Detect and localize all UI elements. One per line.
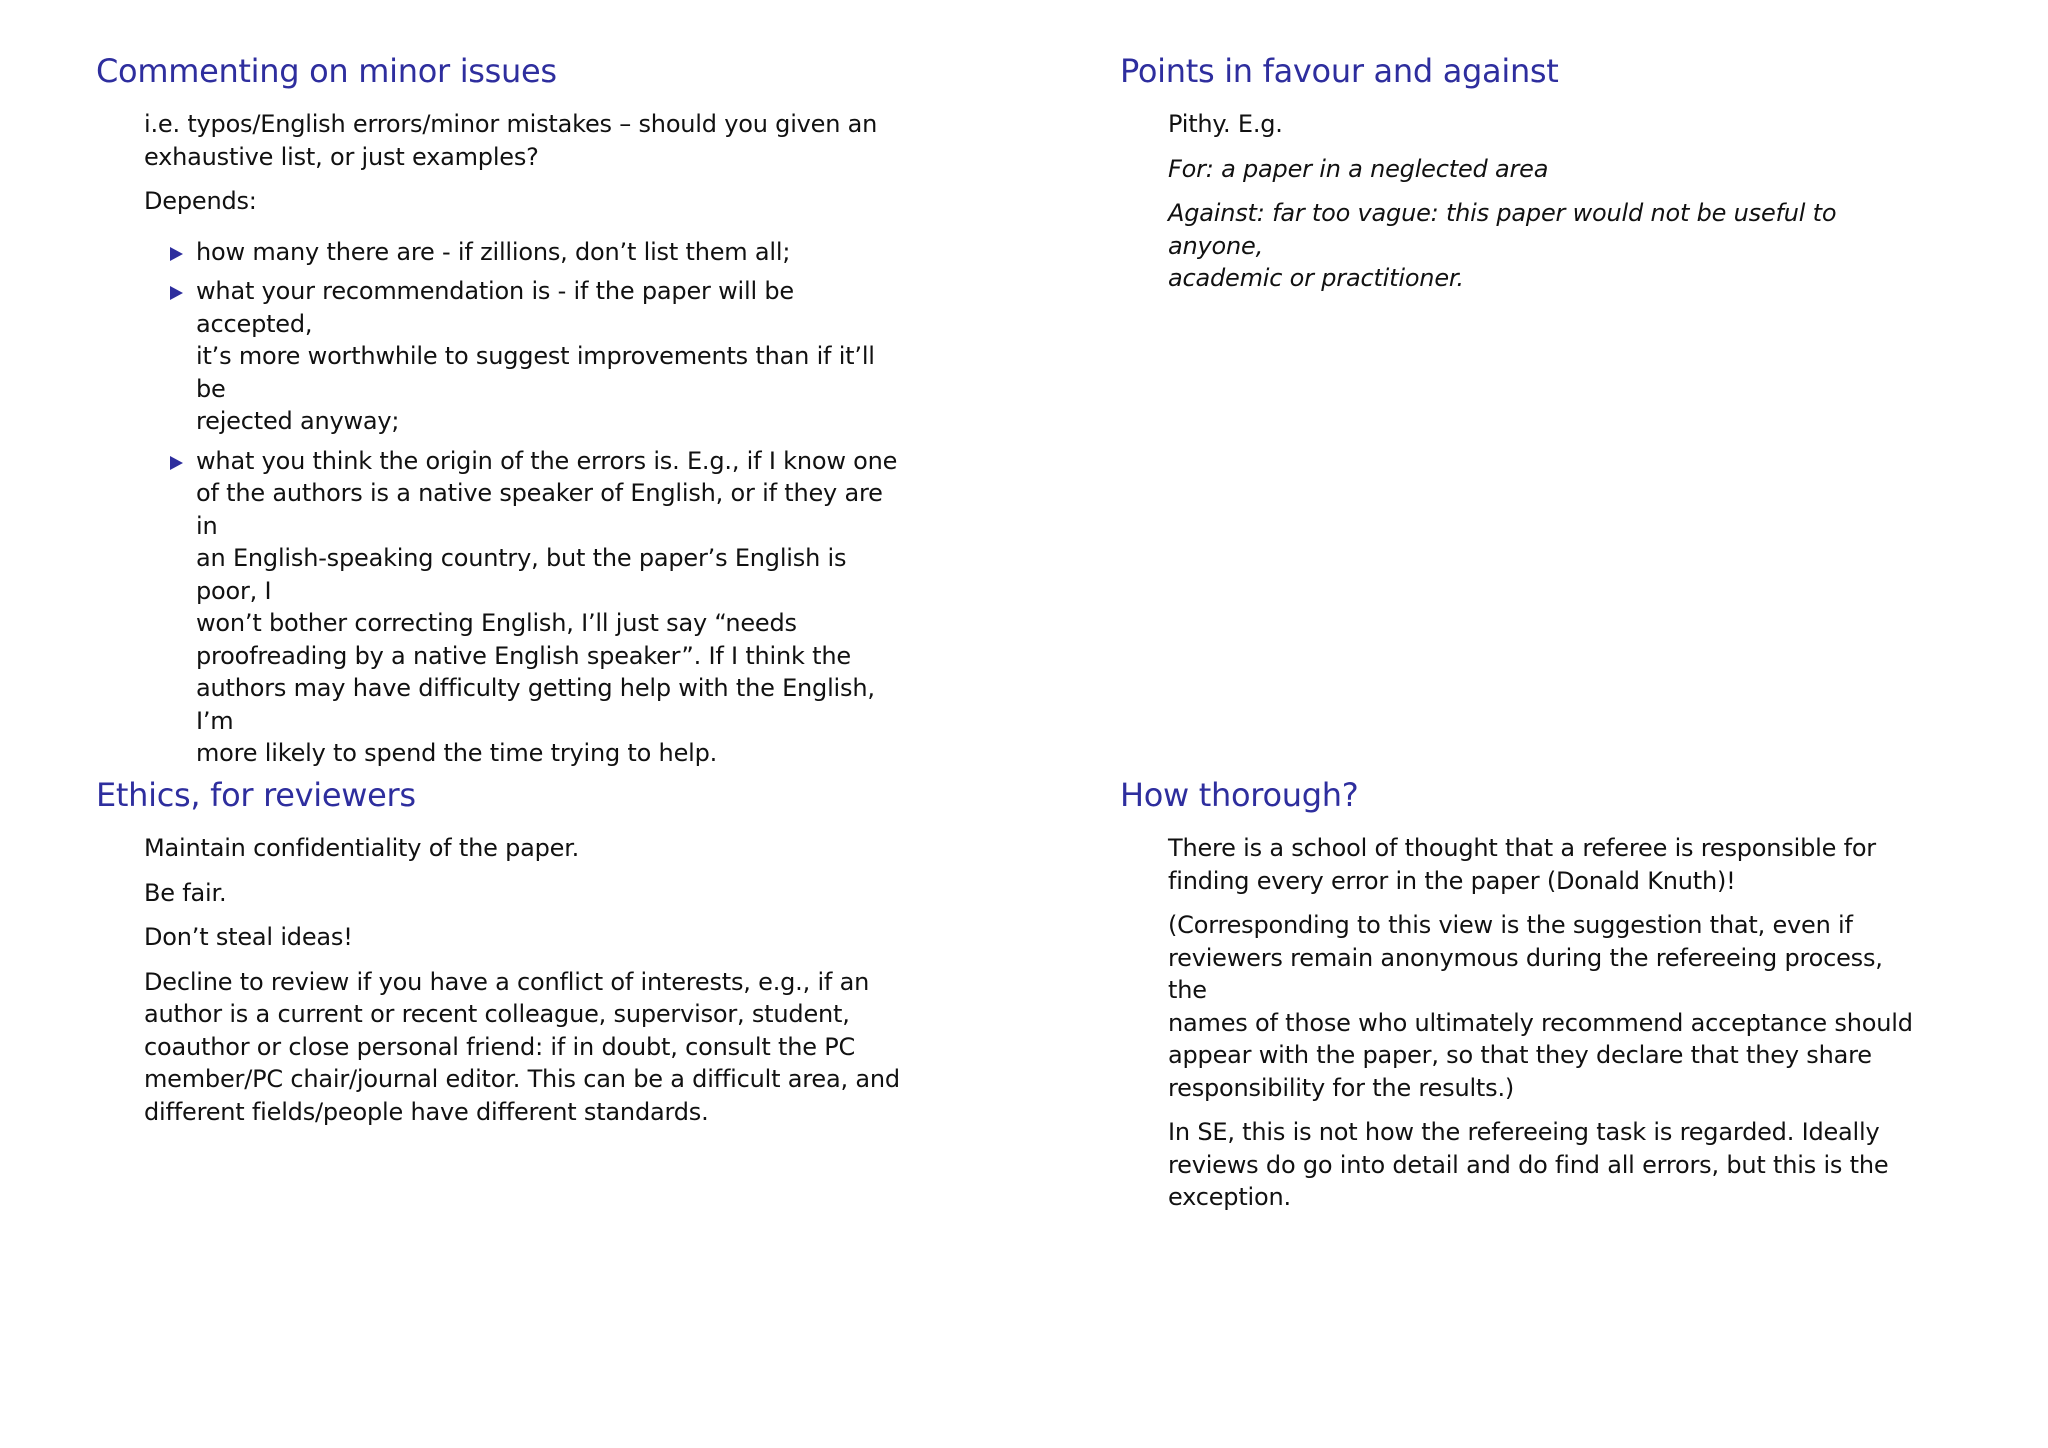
triangle-bullet-icon xyxy=(170,247,183,261)
slide-title: Points in favour and against xyxy=(1120,52,1559,90)
slide-body xyxy=(144,108,904,777)
text-line: responsibility for the results.) xyxy=(1168,1073,1515,1102)
body-paragraph xyxy=(1168,832,1928,897)
bullet-item xyxy=(196,236,904,269)
text-line: what you think the origin of the errors is. E.g., if I know one xyxy=(196,446,898,475)
body-paragraph xyxy=(144,966,904,1129)
body-paragraph xyxy=(1168,1116,1928,1214)
text-line: of the authors is a native speaker of English, or if they are in xyxy=(196,479,883,540)
text-line: won’t bother correcting English, I’ll just say “needs xyxy=(196,609,797,637)
text-line: author is a current or recent colleague, supervisor, student, xyxy=(144,1000,850,1028)
text-line: appear with the paper, so that they declare that they share xyxy=(1168,1041,1872,1069)
text-line: proofreading by a native English speaker”. If I think the xyxy=(196,641,851,670)
body-paragraph xyxy=(1168,909,1928,1104)
body-paragraph xyxy=(144,921,904,954)
slide-points-favour-against xyxy=(1024,0,2048,724)
text-line: an English-speaking country, but the paper’s English is poor, I xyxy=(196,544,847,605)
text-line: In SE, this is not how the refereeing task is regarded. Ideally xyxy=(1168,1118,1880,1146)
for-paragraph: For: a paper in a neglected area xyxy=(1168,154,1549,183)
text-line: reviews do go into detail and do find all errors, but this is the xyxy=(1168,1150,1889,1179)
intro-paragraph: Pithy. E.g. xyxy=(1168,110,1283,138)
text-line: finding every error in the paper (Donald Knuth)! xyxy=(1168,866,1736,895)
slide-body xyxy=(144,832,904,1140)
text-line: rejected anyway; xyxy=(196,407,400,435)
slide-title: Ethics, for reviewers xyxy=(96,776,416,814)
text-line: academic or practitioner. xyxy=(1168,264,1464,292)
bullet-list xyxy=(144,236,904,770)
text-line: Against: far too vague: this paper would not be useful to anyone, xyxy=(1168,199,1837,260)
slide-how-thorough xyxy=(1024,724,2048,1448)
text-line: exception. xyxy=(1168,1183,1291,1211)
text-line: different fields/people have different standards. xyxy=(144,1097,709,1126)
text-line: There is a school of thought that a referee is responsible for xyxy=(1168,834,1876,862)
text-line: authors may have difficulty getting help with the English, I’m xyxy=(196,674,875,735)
text-line: Be fair. xyxy=(144,878,227,907)
triangle-bullet-icon xyxy=(170,456,183,470)
slide-title: Commenting on minor issues xyxy=(96,52,557,90)
slide-title: How thorough? xyxy=(1120,776,1359,814)
body-paragraph xyxy=(144,832,904,865)
text-line: coauthor or close personal friend: if in doubt, consult the PC xyxy=(144,1032,856,1061)
text-line: what your recommendation is - if the paper will be accepted, xyxy=(196,277,794,338)
body-paragraph xyxy=(144,877,904,910)
text-line: Don’t steal ideas! xyxy=(144,923,353,951)
text-line: more likely to spend the time trying to help. xyxy=(196,739,718,767)
depends-paragraph: Depends: xyxy=(144,187,257,215)
slide-body xyxy=(1168,832,1928,1226)
text-line: names of those who ultimately recommend acceptance should xyxy=(1168,1008,1913,1037)
text-line: Maintain confidentiality of the paper. xyxy=(144,834,580,862)
slide-ethics-reviewers xyxy=(0,724,1024,1448)
text-line: exhaustive list, or just examples? xyxy=(144,142,539,171)
intro-paragraph xyxy=(144,108,904,173)
triangle-bullet-icon xyxy=(170,286,183,300)
text-line: it’s more worthwhile to suggest improvements than if it’ll be xyxy=(196,342,875,403)
bullet-item xyxy=(196,275,904,438)
text-line: reviewers remain anonymous during the refereeing process, the xyxy=(1168,943,1883,1004)
text-line: (Corresponding to this view is the suggestion that, even if xyxy=(1168,911,1853,939)
slide-body xyxy=(1168,108,1928,307)
text-line: i.e. typos/English errors/minor mistakes – should you given an xyxy=(144,110,878,138)
text-line: Decline to review if you have a conflict of interests, e.g., if an xyxy=(144,967,870,996)
text-line: member/PC chair/journal editor. This can be a difficult area, and xyxy=(144,1065,900,1093)
against-paragraph xyxy=(1168,197,1928,295)
bullet-item xyxy=(196,445,904,770)
slide-commenting-minor-issues xyxy=(0,0,1024,767)
text-line: how many there are - if zillions, don’t list them all; xyxy=(196,237,791,266)
